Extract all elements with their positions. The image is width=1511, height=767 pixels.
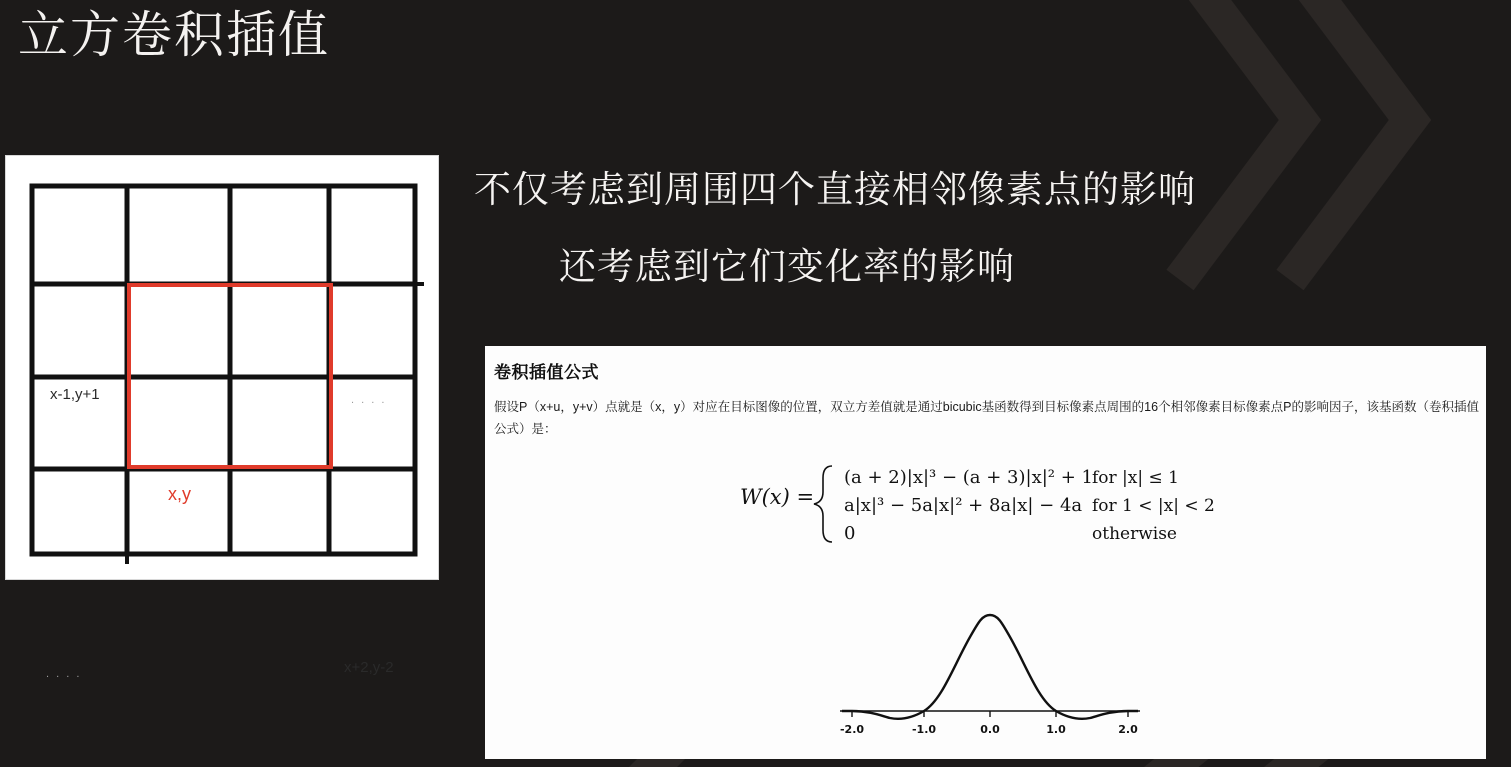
formula-case-2-expr: 0 (844, 523, 856, 544)
grid-label-top-left: x-1,y+1 (50, 386, 100, 403)
page-title: 立方卷积插值 (18, 7, 330, 63)
kernel-curve (842, 615, 1138, 719)
formula-svg (740, 456, 1260, 546)
formula-case-0-cond: for |x| ≤ 1 (1092, 468, 1179, 488)
lead-line-1: 不仅考虑到周围四个直接相邻像素点的影响 (474, 169, 1196, 210)
card-paragraph: 假设P（x+u，y+v）点就是（x，y）对应在目标图像的位置，双立方差值就是通过bicubic基函数得到目标像素点周围的16个相邻像素目标像素点P的影响因子，该基函数（卷积插值公式）是： (494, 400, 1479, 436)
formula-case-1-cond: for 1 < |x| < 2 (1092, 496, 1215, 516)
formula-card (485, 346, 1486, 759)
formula-case-1-expr: a|x|³ − 5a|x|² + 8a|x| − 4a (844, 495, 1083, 516)
formula-block (740, 456, 1260, 546)
pixel-grid-figure (5, 155, 439, 680)
card-title: 卷积插值公式 (494, 363, 599, 382)
kernel-plot-svg (830, 561, 1150, 751)
plot-xtick-0: -2.0 (839, 723, 865, 736)
lead-line-2: 还考虑到它们变化率的影响 (559, 246, 1015, 287)
brace-icon (814, 466, 832, 542)
formula-case-2-cond: otherwise (1092, 524, 1177, 544)
grid-dots-right: . . . . (351, 394, 387, 406)
kernel-plot (830, 561, 1150, 751)
plot-xtick-1: -1.0 (911, 723, 937, 736)
pixel-grid-svg (6, 156, 438, 579)
grid-label-bottom-right: x+2,y-2 (344, 659, 394, 676)
grid-label-center: x,y (168, 484, 192, 504)
plot-xtick-2: 0.0 (980, 723, 1000, 736)
grid-dots-bottom: . . . . (46, 668, 82, 680)
formula-case-0-expr: (a + 2)|x|³ − (a + 3)|x|² + 1 (844, 467, 1094, 488)
plot-xtick-3: 1.0 (1046, 723, 1066, 736)
formula-lhs: W(x) = (740, 485, 815, 509)
plot-xtick-4: 2.0 (1118, 723, 1138, 736)
